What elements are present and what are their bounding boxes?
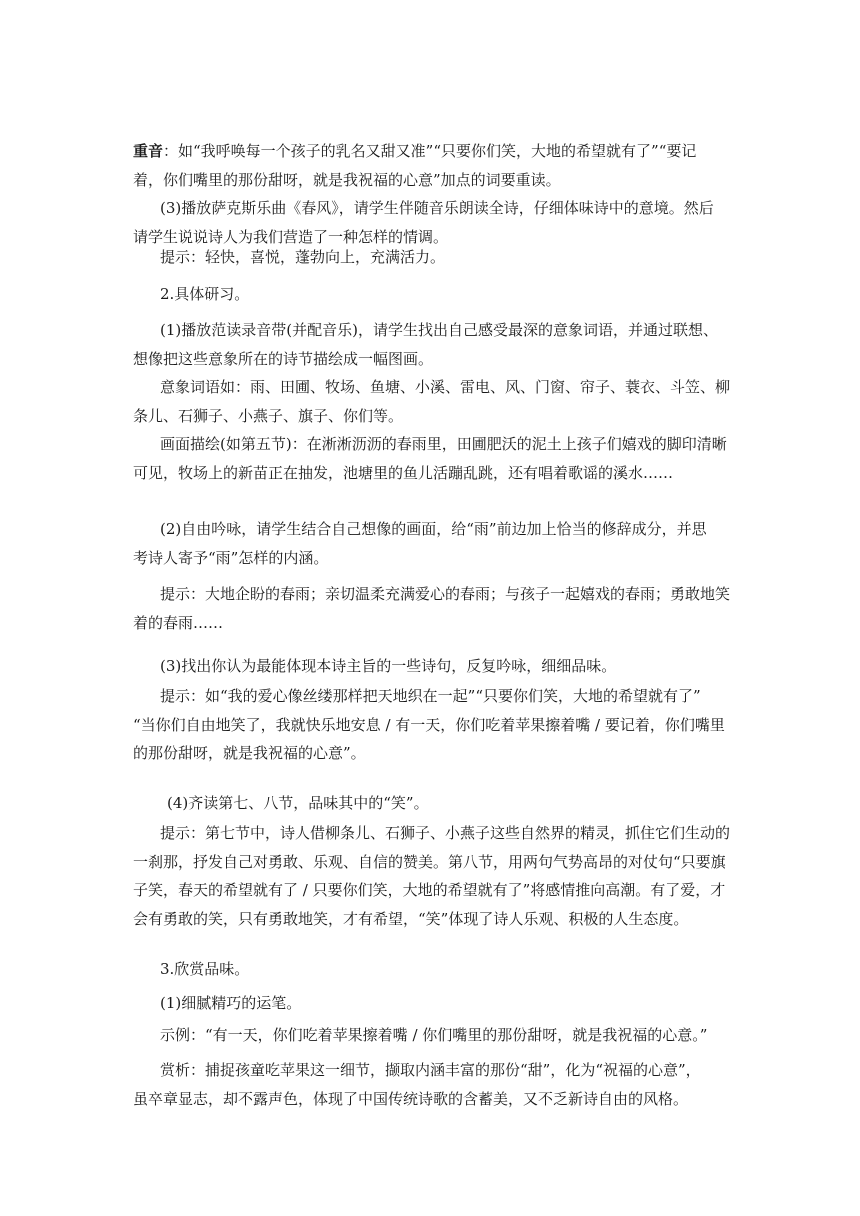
paragraph-hint-3 <box>133 682 733 768</box>
line: 赏析：捕捉孩童吃苹果这一细节，撷取内涵丰富的那份“甜”，化为“祝福的心意”， <box>160 1061 701 1079</box>
line: 提示：轻快，喜悦，蓬勃向上，充满活力。 <box>160 248 446 266</box>
line: 提示：大地企盼的春雨；亲切温柔充满爱心的春雨；与孩子一起嬉戏的春雨；勇敢地笑 <box>160 585 731 603</box>
line: 条儿、石狮子、小燕子、旗子、你们等。 <box>133 406 404 425</box>
line: 2.具体研习。 <box>160 285 250 303</box>
line: 会有勇敢的笑，只有勇敢地笑，才有希望，“笑”体现了诗人乐观、积极的人生态度。 <box>133 909 689 928</box>
line: 提示：第七节中，诗人借柳条儿、石狮子、小燕子这些自然界的精灵，抓住它们生动的 <box>160 824 731 842</box>
paragraph-example <box>133 1021 733 1050</box>
line: 请学生说说诗人为我们营造了一种怎样的情调。 <box>133 227 449 246</box>
line: 考诗人寄予“雨”怎样的内涵。 <box>133 548 329 567</box>
line: (1)细腻精巧的运笔。 <box>160 994 302 1012</box>
text-span: ：如“我呼唤每一个孩子的乳名又甜又准”“只要你们笑，大地的希望就有了”“要记 <box>163 142 697 160</box>
paragraph-subsection-1 <box>133 989 733 1018</box>
paragraph-step-2 <box>133 515 733 572</box>
line: 意象词语如：雨、田圃、牧场、鱼塘、小溪、雷电、风、门窗、帘子、蓑衣、斗笠、柳 <box>160 378 731 396</box>
paragraph-hint-4 <box>133 819 733 933</box>
paragraph-appreciation <box>133 1056 733 1113</box>
line: 想像把这些意象所在的诗节描绘成一幅图画。 <box>133 349 434 368</box>
paragraph-step-3 <box>133 652 733 681</box>
stress-label: 重音 <box>133 142 164 160</box>
paragraph-step-1 <box>133 316 733 373</box>
line: (2)自由吟咏，请学生结合自己想像的画面，给“雨”前边加上恰当的修辞成分，并思 <box>160 520 707 538</box>
paragraph-hint-2 <box>133 580 733 637</box>
line: (3)找出你认为最能体现本诗主旨的一些诗句，反复吟咏，细细品味。 <box>160 657 617 675</box>
line: 可见，牧场上的新苗正在抽发，池塘里的鱼儿活蹦乱跳，还有唱着歌谣的溪水…… <box>133 463 674 482</box>
line: (3)播放萨克斯乐曲《春风》，请学生伴随音乐朗读全诗，仔细体味诗中的意境。然后 <box>160 199 714 217</box>
line: 画面描绘(如第五节)：在淅淅沥沥的春雨里，田圃肥沃的泥土上孩子们嬉戏的脚印清晰 <box>160 435 727 453</box>
paragraph-stress <box>133 137 733 194</box>
line: “当你们自由地笑了，我就快乐地安息 / 有一天，你们吃着苹果擦着嘴 / 要记着，你们嘴里 <box>133 715 725 734</box>
paragraph-hint-1 <box>133 243 733 272</box>
paragraph-imagery-words <box>133 373 733 430</box>
line: 一刹那，抒发自己对勇敢、乐观、自信的赞美。第八节，用两句气势高昂的对仗句“只要旗 <box>133 852 726 871</box>
line: 提示：如“我的爱心像丝缕那样把天地织在一起”“只要你们笑，大地的希望就有了” <box>160 687 701 705</box>
paragraph-step-4 <box>133 789 733 818</box>
line: 子笑，春天的希望就有了 / 只要你们笑，大地的希望就有了”将感情推向高潮。有了爱，才 <box>133 881 726 899</box>
line: (4)齐读第七、八节，品味其中的“笑”。 <box>167 794 429 812</box>
section-heading-2 <box>133 280 733 309</box>
line: 的那份甜呀，就是我祝福的心意”。 <box>133 744 366 762</box>
line: 着，你们嘴里的那份甜呀，就是我祝福的心意”加点的词要重读。 <box>133 170 561 189</box>
line: 示例：“有一天，你们吃着苹果擦着嘴 / 你们嘴里的那份甜呀，就是我祝福的心意。” <box>160 1026 708 1044</box>
section-heading-3 <box>133 955 733 984</box>
paragraph-scene-description <box>133 430 733 487</box>
line: 虽卒章显志，却不露声色，体现了中国传统诗歌的含蓄美，又不乏新诗自由的风格。 <box>133 1089 689 1108</box>
line: 着的春雨…… <box>133 613 224 632</box>
line: 3.欣赏品味。 <box>160 960 250 978</box>
line: (1)播放范读录音带(并配音乐)，请学生找出自己感受最深的意象词语，并通过联想、 <box>160 321 718 339</box>
line <box>133 137 733 166</box>
